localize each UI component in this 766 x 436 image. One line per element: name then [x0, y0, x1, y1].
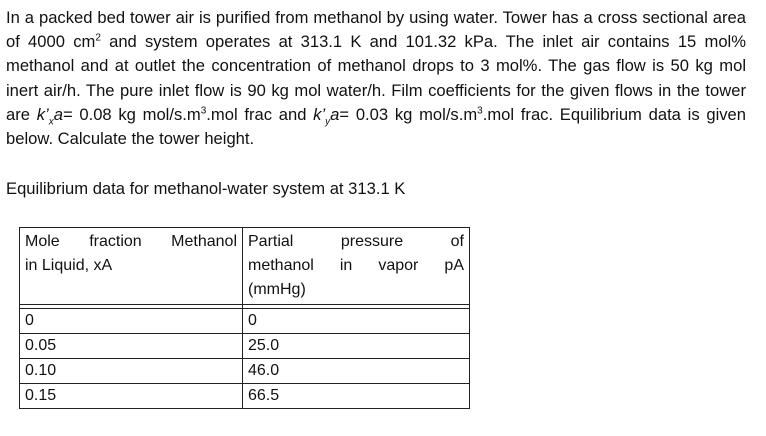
problem-line-6a: 0.03 kg mol/s.m: [355, 104, 478, 124]
header-col1-line2: in Liquid, xA: [25, 257, 113, 274]
cell-xa: 0.05: [20, 334, 243, 359]
kx-a-symbol: a: [53, 104, 63, 124]
table-caption: Equilibrium data for methanol-water system at 313.1 K: [6, 179, 406, 198]
table-header-row: [20, 228, 470, 305]
cell-xa: 0: [20, 309, 243, 334]
table-row: [20, 309, 470, 334]
header-col2-line3: (mmHg): [248, 281, 306, 298]
kx-subscript: x: [48, 116, 54, 128]
table-row: [20, 334, 470, 359]
superscript-3a: 3: [200, 105, 207, 117]
problem-line-2a: sectional area of 4000 cm: [6, 8, 746, 52]
cell-pa: 0: [243, 309, 470, 334]
ky-symbol: k’: [313, 104, 326, 124]
header-col2-line2: methanol in vapor pA: [248, 257, 464, 274]
cell-xa: 0.15: [20, 384, 243, 409]
problem-line-5d: =: [339, 104, 350, 124]
problem-line-4: The gas flow is 50 kg mol inert air/h. The pure inlet flow is 90 kg mol water/h. Film: [6, 56, 747, 100]
table-row: [20, 384, 470, 409]
cell-pa: 46.0: [243, 359, 470, 384]
kx-symbol: k’: [36, 104, 49, 124]
problem-line-1: In a packed bed tower air is purified from methanol by using water. Tower has a cross: [6, 8, 638, 27]
superscript-3b: 3: [477, 105, 483, 117]
problem-line-5c: .mol frac and: [206, 104, 314, 124]
header-liquid-fraction: [20, 228, 243, 305]
header-col1-line1: Mole fraction Methanol: [25, 233, 237, 250]
superscript-2: 2: [95, 32, 101, 44]
header-col2-line1: Partial pressure of: [248, 233, 464, 250]
problem-line-2b: and system operates at 313.1 K and 101.32 kPa. The inlet air: [100, 32, 600, 52]
problem-line-3: contains 15 mol% methanol and at outlet the concentration of methanol drops to 3 mol%.: [6, 32, 746, 76]
equilibrium-table: [19, 227, 470, 409]
cell-xa: 0.10: [20, 359, 243, 384]
ky-a-symbol: a: [330, 104, 340, 124]
problem-line-5b: = 0.08 kg mol/s.m: [62, 104, 201, 124]
cell-pa: 66.5: [243, 384, 470, 409]
cell-pa: 25.0: [243, 334, 470, 359]
header-partial-pressure: [243, 228, 470, 305]
ky-subscript: y: [325, 116, 331, 128]
problem-line-5a: coefficients for the given flows in the tower are: [6, 80, 746, 124]
problem-statement: [6, 6, 746, 151]
problem-line-6b: .mol frac. Equilibrium data is given below. Calculate the tower height.: [6, 104, 747, 149]
table-row: [20, 359, 470, 384]
